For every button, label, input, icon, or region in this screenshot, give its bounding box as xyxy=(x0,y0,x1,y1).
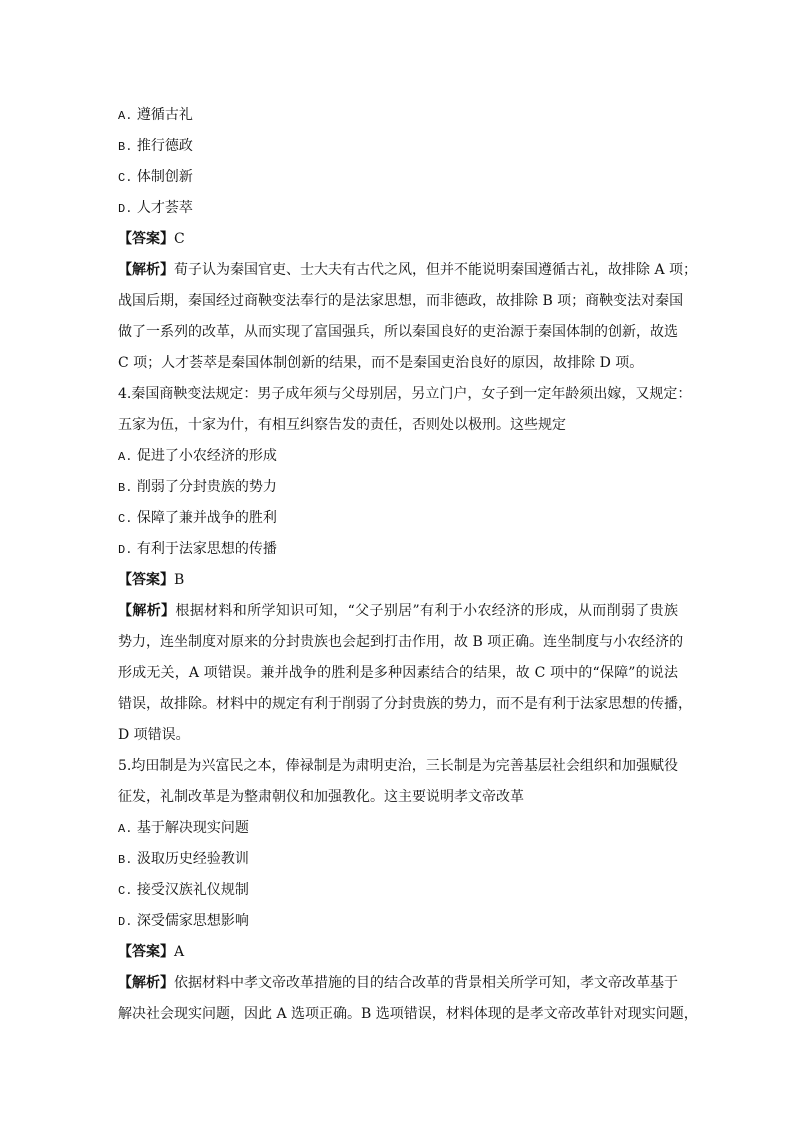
analysis-line: C 项；人才荟萃是秦国体制创新的结果，而不是秦国吏治良好的原因，故排除 D 项。 xyxy=(118,355,644,371)
answer-line: 【答案】B xyxy=(118,572,185,588)
analysis-line: 【解析】依据材料中孝文帝改革措施的目的结合改革的背景相关所学可知，孝文帝改革基于 xyxy=(118,975,678,991)
option-c: C. 体制创新 xyxy=(118,169,193,185)
option-a: A. 遵循古礼 xyxy=(118,107,193,123)
question-stem: 五家为伍，十家为什，有相互纠察告发的责任，否则处以极刑。这些规定 xyxy=(118,417,566,433)
analysis-line: 【解析】荀子认为秦国官吏、士大夫有古代之风，但并不能说明秦国遵循古礼，故排除 A 项； xyxy=(118,262,698,278)
answer-line: 【答案】C xyxy=(118,231,185,247)
option-d: D. 有利于法家思想的传播 xyxy=(118,541,277,557)
analysis-line: 错误，故排除。材料中的规定有利于削弱了分封贵族的势力，而不是有利于法家思想的传播， xyxy=(118,696,692,712)
option-c: C. 接受汉族礼仪规制 xyxy=(118,882,249,898)
analysis-line: 做了一系列的改革，从而实现了富国强兵，所以秦国良好的吏治源于秦国体制的创新，故选 xyxy=(118,324,678,340)
question-stem: 5.均田制是为兴富民之本，俸禄制是为肃明吏治，三长制是为完善基层社会组织和加强赋役 xyxy=(118,758,678,774)
analysis-line: 解决社会现实问题，因此 A 选项正确。B 选项错误，材料体现的是孝文帝改革针对现实问题， xyxy=(118,1006,698,1022)
option-a: A. 基于解决现实问题 xyxy=(118,820,249,836)
analysis-line: 势力，连坐制度对原来的分封贵族也会起到打击作用，故 B 项正确。连坐制度与小农经济的 xyxy=(118,634,684,650)
question-stem: 征发，礼制改革是为整肃朝仪和加强教化。这主要说明孝文帝改革 xyxy=(118,789,524,805)
option-d: D. 人才荟萃 xyxy=(118,200,193,216)
question-stem: 4.秦国商鞅变法规定：男子成年须与父母别居，另立门户，女子到一定年龄须出嫁，又规定： xyxy=(118,386,692,402)
analysis-line: 战国后期，秦国经过商鞅变法奉行的是法家思想，而非德政，故排除 B 项；商鞅变法对秦国 xyxy=(118,293,684,309)
analysis-line: 形成无关，A 项错误。兼并战争的胜利是多种因素结合的结果，故 C 项中的“保障”的说法 xyxy=(118,665,678,681)
option-b: B. 推行德政 xyxy=(118,138,193,154)
analysis-line: 【解析】根据材料和所学知识可知，“父子别居”有利于小农经济的形成，从而削弱了贵族 xyxy=(118,603,679,619)
document-page xyxy=(118,100,698,1030)
option-b: B. 汲取历史经验教训 xyxy=(118,851,249,867)
option-d: D. 深受儒家思想影响 xyxy=(118,913,249,929)
option-a: A. 促进了小农经济的形成 xyxy=(118,448,277,464)
analysis-line: D 项错误。 xyxy=(118,727,190,743)
answer-line: 【答案】A xyxy=(118,944,185,960)
option-c: C. 保障了兼并战争的胜利 xyxy=(118,510,277,526)
option-b: B. 削弱了分封贵族的势力 xyxy=(118,479,277,495)
